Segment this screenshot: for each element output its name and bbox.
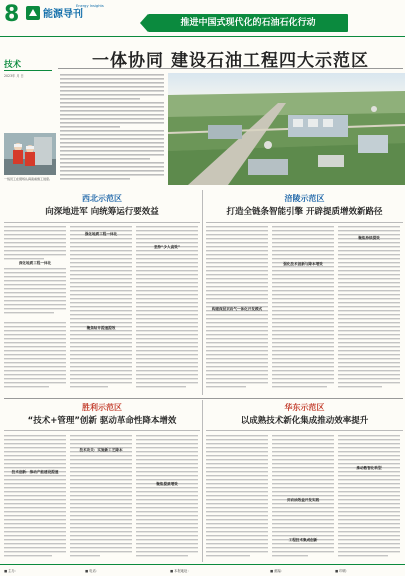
shengli-heading-3: 聚焦提质增效 <box>156 482 178 486</box>
page-number: 8 <box>4 2 20 27</box>
footer-item-sponsor: ■ 主办： <box>4 569 19 573</box>
east-section <box>206 402 403 432</box>
header-banner: 推进中国式现代化的石油石化行动 <box>148 14 348 32</box>
paper-name: 能源导刊 <box>43 9 83 20</box>
northwest-heading-1: 深化地质工程一体化 <box>18 261 52 265</box>
section-meta: 2023年 月 日 <box>4 74 24 78</box>
section-label: 技术 <box>4 60 22 70</box>
footer-item-address: ■ 本报地址： <box>170 569 191 573</box>
banner-arrow <box>140 14 148 32</box>
shengli-section <box>4 402 200 432</box>
fuling-region-title: 涪陵示范区 <box>284 194 325 203</box>
northwest-title-rule <box>4 222 200 223</box>
fuling-heading-3: 聚焦持续提效 <box>358 236 380 240</box>
east-title-rule <box>206 430 403 431</box>
newspaper-logo-icon <box>25 5 41 21</box>
section-divider <box>4 398 403 399</box>
page-headline: 一体协同 建设石油工程四大示范区 <box>92 51 369 71</box>
masthead <box>0 0 405 48</box>
workers-photo <box>4 133 56 175</box>
northwest-heading-3: 坚持“少人高效” <box>153 245 181 249</box>
east-heading-2: 工程技术集成创新 <box>288 538 318 542</box>
lower-body-text <box>4 435 404 561</box>
northwest-heading-2: 强化地质工程一体化 <box>84 232 118 236</box>
shengli-subtitle: “技术+管理”创新 驱动革命性降本增效 <box>27 416 177 426</box>
fuling-title-rule <box>206 222 403 223</box>
shengli-heading-1: 技术创新：推动产能建设提速 <box>11 470 59 474</box>
fuling-heading-1: 构建深层页岩气一体化开发模式 <box>211 307 263 311</box>
upper-body-text <box>4 226 404 392</box>
footer-item-printing: ■ 印刷： <box>335 569 350 573</box>
east-heading-3: 推动数智化转型 <box>356 466 382 470</box>
fuling-section <box>206 193 403 223</box>
fuling-subtitle: 打造全链条智能引擎 开辟提质增效新路径 <box>226 207 383 217</box>
intro-text-block <box>60 73 164 185</box>
body-text-lines <box>60 73 164 185</box>
photo-caption: 一线员工在现场认真查看施工进度。 <box>4 177 53 181</box>
east-subtitle: 以成熟技术新化集成推动效率提升 <box>240 416 369 426</box>
northwest-heading-4: 聚焦钻井提速提效 <box>86 326 116 330</box>
headline-rule <box>58 68 403 69</box>
footer-item-postcode: ■ 邮编： <box>270 569 285 573</box>
section-rule <box>4 70 52 71</box>
shengli-region-title: 胜利示范区 <box>82 403 122 412</box>
northwest-region-title: 西北示范区 <box>82 194 122 203</box>
shengli-title-rule <box>4 430 200 431</box>
east-region-title: 华东示范区 <box>284 403 325 412</box>
page-footer <box>0 564 405 576</box>
northwest-subtitle: 向深地进军 向统筹运行要效益 <box>45 207 159 217</box>
header-rule <box>0 36 405 37</box>
footer-item-phone: ■ 电话： <box>85 569 100 573</box>
fuling-heading-2: 强化技术创新与降本增效 <box>283 262 323 266</box>
paper-name-en: Energy Insights <box>76 4 104 8</box>
shengli-heading-2: 技术攻关：实施新工艺降本 <box>79 448 123 452</box>
aerial-oilfield-photo <box>168 73 405 185</box>
east-heading-1: 页岩油效益开发实践 <box>286 498 320 502</box>
